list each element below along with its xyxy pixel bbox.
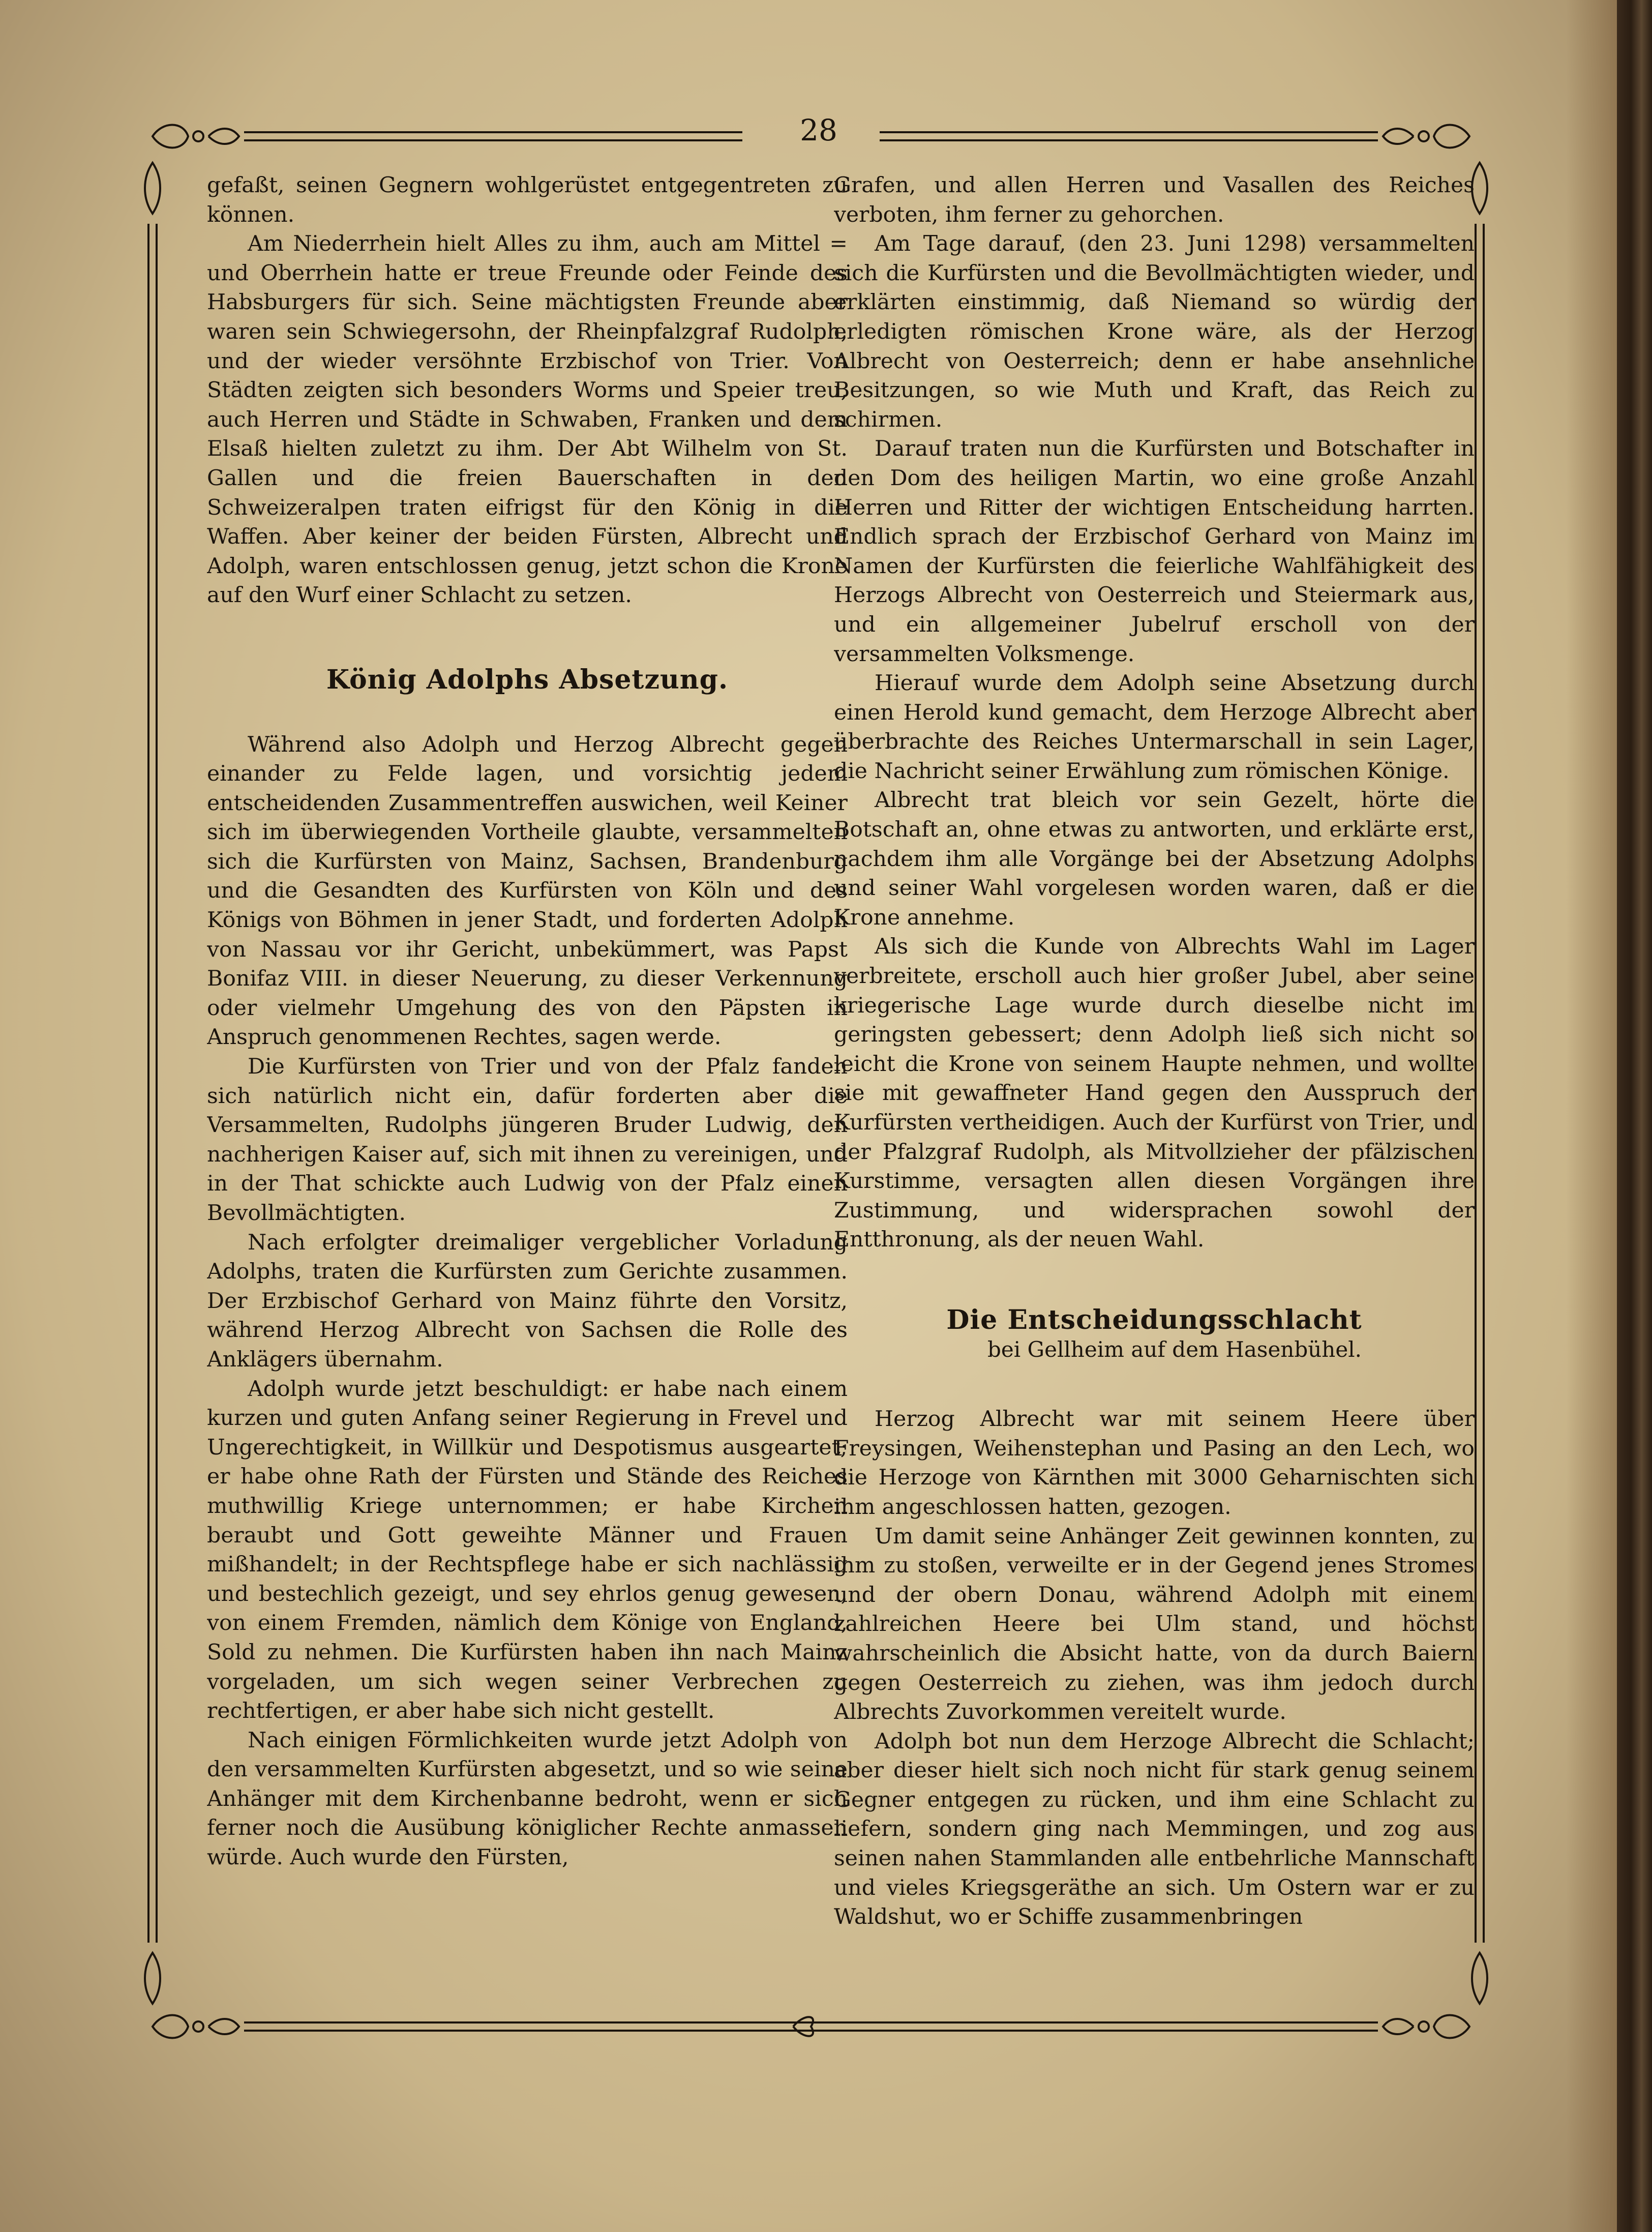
right-paragraph-2: Am Tage darauf, (den 23. Juni 1298) versammelten sich die Kurfürsten und die Bevollmächtigten wieder, und erklärten einstimmig, daß Niemand so würdig der erledigten römischen Krone wäre, als der Herzog Albrecht von Oesterreich; denn er habe ansehnliche Besitzungen, so wie Muth und Kraft, das Reich zu schirmen. [834, 231, 1475, 432]
right-paragraph-9: Adolph bot nun dem Herzoge Albrecht die Schlacht; aber dieser hielt sich noch nicht für stark genug seinem Gegner entgegen zu rücken, und ihm eine Schlacht zu liefern, sondern ging nach Memmingen, und zog aus seinen nahen Stammlanden alle entbehrliche Mannschaft und vieles Kriegsgeräthe an sich. Um Ostern war er zu Waldshut, wo er Schiffe zusammenbringen [834, 1729, 1475, 1930]
book-spine-edge [1617, 0, 1652, 2232]
footer-rule-ornament [142, 2006, 1480, 2047]
page-edge-shading [1566, 0, 1617, 2232]
left-paragraph-3: Während also Adolph und Herzog Albrecht gegen einander zu Felde lagen, und vorsichtig jedem entscheidenden Zusammentreffen auswichen, weil Keiner sich im überwiegenden Vortheile glaubte, versammelten sich die Kurfürsten von Mainz, Sachsen, Brandenburg und die Gesandten des Kurfürsten von Köln und des Königs von Böhmen in jener Stadt, und forderten Adolph von Nassau vor ihr Gericht, unbekümmert, was Papst Bonifaz VIII. in dieser Neuerung, zu dieser Verkennung oder vielmehr Umgehung des von den Päpsten in Anspruch genommenen Rechtes, sagen werde. [207, 732, 848, 1050]
left-column [207, 171, 848, 2012]
right-column [834, 171, 1475, 2012]
right-paragraph-5: Albrecht trat bleich vor sein Gezelt, hörte die Botschaft an, ohne etwas zu antworten, und erklärte erst, nachdem ihm alle Vorgänge bei der Absetzung Adolphs und seiner Wahl vorgelesen worden waren, daß er die Krone annehme. [834, 788, 1475, 930]
right-paragraph-3: Darauf traten nun die Kurfürsten und Botschafter in den Dom des heiligen Martin, wo eine große Anzahl Herren und Ritter der wichtigen Entscheidung harrten. Endlich sprach der Erzbischof Gerhard von Mainz im Namen der Kurfürsten die feierliche Wahlfähigkeit des Herzogs Albrecht von Oesterreich und Steiermark aus, und ein allgemeiner Jubelruf erscholl von der versammelten Volksmenge. [834, 436, 1475, 667]
right-paragraph-4: Hierauf wurde dem Adolph seine Absetzung durch einen Herold kund gemacht, dem Herzoge Albrecht aber überbrachte des Reiches Untermarschall in sein Lager, die Nachricht seiner Erwählung zum römischen Könige. [834, 671, 1475, 784]
section-heading-absetzung: König Adolphs Absetzung. [326, 664, 729, 695]
section-subheading-gellheim: bei Gellheim auf dem Hasenbühel. [987, 1336, 1362, 1362]
left-paragraph-5: Nach erfolgter dreimaliger vergeblicher Vorladung Adolphs, traten die Kurfürsten zum Gerichte zusammen. Der Erzbischof Gerhard von Mainz führte den Vorsitz, während Herzog Albrecht von Sachsen die Rolle des Anklägers übernahm. [207, 1230, 848, 1372]
left-paragraph-4: Die Kurfürsten von Trier und von der Pfalz fanden sich natürlich nicht ein, dafür forderten aber die Versammelten, Rudolphs jüngeren Bruder Ludwig, den nachherigen Kaiser auf, sich mit ihnen zu vereinigen, und in der That schickte auch Ludwig von der Pfalz einen Bevollmächtigten. [207, 1054, 848, 1226]
left-paragraph-2: Am Niederrhein hielt Alles zu ihm, auch am Mittel = und Oberrhein hatte er treue Freunde oder Feinde des Habsburgers für sich. Seine mächtigsten Freunde aber waren sein Schwiegersohn, der Rheinpfalzgraf Rudolph, und der wieder versöhnte Erzbischof von Trier. Von Städten zeigten sich besonders Worms und Speier treu, auch Herren und Städte in Schwaben, Franken und dem Elsaß hielten zuletzt zu ihm. Der Abt Wilhelm von St. Gallen und die freien Bauerschaften in den Schweizeralpen traten eifrigst für den König in die Waffen. Aber keiner der beiden Fürsten, Albrecht und Adolph, waren entschlossen genug, jetzt schon die Krone auf den Wurf einer Schlacht zu setzen. [207, 231, 848, 608]
right-paragraph-7: Herzog Albrecht war mit seinem Heere über Freysingen, Weihenstephan und Pasing an den Lech, wo die Herzoge von Kärnthen mit 3000 Geharnischten sich ihm angeschlossen hatten, gezogen. [834, 1407, 1475, 1520]
page-number: 28 [800, 113, 837, 147]
section-heading-entscheidungsschlacht: Die Entscheidungsschlacht [946, 1304, 1362, 1335]
left-border-lines [137, 158, 168, 2009]
right-paragraph-1: Grafen, und allen Herren und Vasallen des Reiches verboten, ihm ferner zu gehorchen. [834, 173, 1475, 227]
footer-ornament [142, 2006, 1480, 2047]
left-paragraph-1: gefaßt, seinen Gegnern wohlgerüstet entgegentreten zu können. [207, 173, 848, 227]
right-paragraph-8: Um damit seine Anhänger Zeit gewinnen konnten, zu ihm zu stoßen, verweilte er in der Gegend jenes Stromes und der obern Donau, während Adolph mit einem zahlreichen Heere bei Ulm stand, und höchst wahrscheinlich die Absicht hatte, von da durch Baiern gegen Oesterreich zu ziehen, was ihm jedoch durch Albrechts Zuvorkommen vereitelt wurde. [834, 1524, 1475, 1725]
left-paragraph-7: Nach einigen Förmlichkeiten wurde jetzt Adolph von den versammelten Kurfürsten abgesetzt, und so wie seine Anhänger mit dem Kirchenbanne bedroht, wenn er sich ferner noch die Ausübung königlicher Rechte anmassen würde. Auch wurde den Fürsten, [207, 1728, 848, 1870]
right-paragraph-6: Als sich die Kunde von Albrechts Wahl im Lager verbreitete, erscholl auch hier großer Jubel, aber seine kriegerische Lage wurde durch dieselbe nicht im geringsten gebessert; denn Adolph ließ sich nicht so leicht die Krone von seinem Haupte nehmen, und wollte sie mit gewaffneter Hand gegen den Ausspruch der Kurfürsten vertheidigen. Auch der Kurfürst von Trier, und der Pfalzgraf Rudolph, als Mitvollzieher der pfälzischen Kurstimme, versagten allen diesen Vorgängen ihre Zustimmung, und widersprachen sowohl der Entthronung, als der neuen Wahl. [834, 934, 1475, 1253]
left-paragraph-6: Adolph wurde jetzt beschuldigt: er habe nach einem kurzen und guten Anfang seiner Regierung in Frevel und Ungerechtigkeit, in Willkür und Despotismus ausgeartet; er habe ohne Rath der Fürsten und Stände des Reiches muthwillig Kriege unternommen; er habe Kirchen beraubt und Gott geweihte Männer und Frauen mißhandelt; in der Rechtspflege habe er sich nachlässig und bestechlich gezeigt, und sey ehrlos genug gewesen, von einem Fremden, nämlich dem Könige von England, Sold zu nehmen. Die Kurfürsten haben ihn nach Mainz vorgeladen, um sich wegen seiner Verbrechen zu rechtfertigen, er aber habe sich nicht gestellt. [207, 1376, 848, 1724]
left-border-ornament [137, 158, 168, 2009]
